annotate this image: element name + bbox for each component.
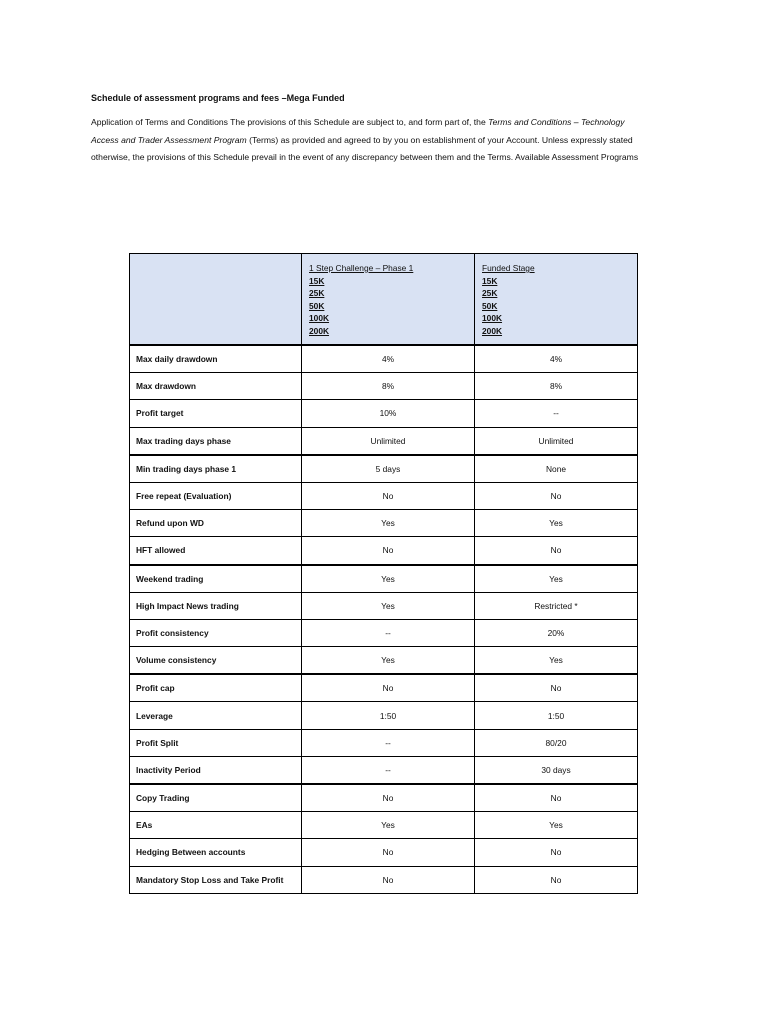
funded-value: Yes (475, 647, 638, 675)
funded-size: 100K (482, 313, 503, 323)
header-funded-cell (475, 254, 638, 346)
challenge-size: 200K (309, 325, 330, 336)
row-label: Mandatory Stop Loss and Take Profit (130, 866, 302, 893)
funded-value: No (475, 674, 638, 702)
challenge-value: Yes (302, 812, 475, 839)
row-label: Copy Trading (130, 784, 302, 812)
challenge-value: 1:50 (302, 702, 475, 729)
funded-heading: Funded Stage (482, 263, 535, 273)
table-row (130, 674, 638, 702)
funded-value: 20% (475, 619, 638, 646)
row-label: Refund upon WD (130, 510, 302, 537)
funded-value: 30 days (475, 756, 638, 784)
challenge-value: No (302, 537, 475, 565)
table-row (130, 400, 638, 427)
row-label: EAs (130, 812, 302, 839)
table-row (130, 756, 638, 784)
row-label: Free repeat (Evaluation) (130, 482, 302, 509)
row-label: Inactivity Period (130, 756, 302, 784)
funded-value: -- (475, 400, 638, 427)
table-row (130, 510, 638, 537)
challenge-value: -- (302, 619, 475, 646)
challenge-value: 10% (302, 400, 475, 427)
table-row (130, 647, 638, 675)
funded-size: 15K (482, 275, 498, 286)
funded-value: Yes (475, 812, 638, 839)
table-header-row (130, 254, 638, 346)
table-row (130, 866, 638, 893)
header-empty-cell (130, 254, 302, 346)
row-label: Leverage (130, 702, 302, 729)
intro-text-1: Application of Terms and Conditions The provisions of this Schedule are subject to, and form part of, the (91, 117, 489, 127)
row-label: Volume consistency (130, 647, 302, 675)
funded-value: 80/20 (475, 729, 638, 756)
row-label: Min trading days phase 1 (130, 455, 302, 483)
funded-value: No (475, 482, 638, 509)
intro-paragraph (91, 114, 691, 167)
challenge-value: Yes (302, 592, 475, 619)
funded-value: No (475, 537, 638, 565)
table-row (130, 455, 638, 483)
funded-value: No (475, 784, 638, 812)
table-row (130, 729, 638, 756)
funded-size: 200K (482, 325, 503, 336)
row-label: Profit cap (130, 674, 302, 702)
row-label: Max drawdown (130, 373, 302, 400)
assessment-programs-table (129, 253, 638, 894)
intro-line-1 (91, 114, 691, 132)
challenge-heading: 1 Step Challenge – Phase 1 (309, 263, 414, 273)
challenge-value: 5 days (302, 455, 475, 483)
intro-line-3: otherwise, the provisions of this Schedule prevail in the event of any discrepancy between them and the Terms. Available Assessment Programs (91, 152, 639, 162)
table-row (130, 482, 638, 509)
challenge-value: No (302, 784, 475, 812)
intro-text-2: (Terms) as provided and agreed to by you on establishment of your Account. Unless expressly stated (246, 134, 633, 145)
challenge-size: 15K (309, 275, 325, 286)
funded-size: 50K (482, 300, 498, 311)
row-label: High Impact News trading (130, 592, 302, 619)
funded-value: No (475, 866, 638, 893)
intro-terms-italic-1: Terms and Conditions – Technology (488, 117, 625, 127)
row-label: Profit Split (130, 729, 302, 756)
table-row (130, 839, 638, 866)
funded-value: Yes (475, 565, 638, 593)
challenge-size: 25K (309, 288, 325, 298)
table-row (130, 812, 638, 839)
challenge-size: 100K (309, 313, 330, 323)
table-row (130, 537, 638, 565)
intro-terms-italic-2: Access and Trader Assessment Program (91, 134, 247, 145)
funded-value: Restricted * (475, 592, 638, 619)
challenge-value: Yes (302, 647, 475, 675)
row-label: Max trading days phase (130, 427, 302, 455)
funded-value: 4% (475, 345, 638, 373)
challenge-value: 8% (302, 373, 475, 400)
funded-value: 1:50 (475, 702, 638, 729)
challenge-value: No (302, 839, 475, 866)
challenge-value: Yes (302, 510, 475, 537)
challenge-value: -- (302, 756, 475, 784)
challenge-value: No (302, 866, 475, 893)
challenge-size: 50K (309, 300, 325, 311)
challenge-value: Yes (302, 565, 475, 593)
table-row (130, 565, 638, 593)
table-row (130, 702, 638, 729)
table-row (130, 345, 638, 373)
intro-line-2 (91, 132, 691, 150)
funded-value: Yes (475, 510, 638, 537)
row-label: Hedging Between accounts (130, 839, 302, 866)
row-label: Max daily drawdown (130, 345, 302, 373)
challenge-value: No (302, 482, 475, 509)
header-challenge-cell (302, 254, 475, 346)
row-label: HFT allowed (130, 537, 302, 565)
document-title: Schedule of assessment programs and fees –Mega Funded (91, 93, 345, 103)
challenge-value: -- (302, 729, 475, 756)
funded-value: Unlimited (475, 427, 638, 455)
table-row (130, 373, 638, 400)
funded-value: 8% (475, 373, 638, 400)
funded-value: No (475, 839, 638, 866)
table-row (130, 592, 638, 619)
funded-value: None (475, 455, 638, 483)
row-label: Weekend trading (130, 565, 302, 593)
challenge-value: No (302, 674, 475, 702)
row-label: Profit consistency (130, 619, 302, 646)
challenge-value: Unlimited (302, 427, 475, 455)
challenge-value: 4% (302, 345, 475, 373)
row-label: Profit target (130, 400, 302, 427)
table-row (130, 619, 638, 646)
table-row (130, 427, 638, 455)
funded-size: 25K (482, 288, 498, 298)
table-row (130, 784, 638, 812)
